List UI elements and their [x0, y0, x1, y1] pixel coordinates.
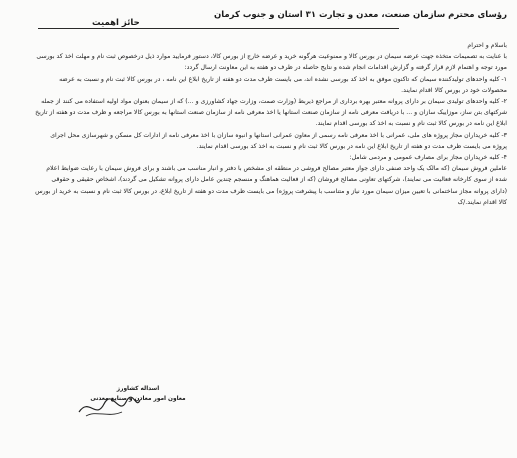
letter-body — [34, 40, 507, 208]
greeting: باسلام و احترام — [467, 42, 507, 49]
intro-paragraph: با عنایت به تصمیمات متخذه جهت عرضه سیمان در بورس کالا و ممنوعیت هرگونه خرید و عرضه خارج از بورس کالا، دستور فرمایید موارد ذیل درخصوص ثبت نام و مهلت اخذ کد بورسی مورد توجه و اهتمام لازم قرار گرفته و گزارش اقدامات انجام شده و نتایج حاصله در ظرف دو هفته به این معاونت ارسال گردد: — [36, 53, 507, 72]
signature-block — [78, 384, 198, 404]
item-2: ۲- کلیه واحدهای تولیدی سیمان بر دارای پروانه معتبر بهره برداری از مراجع ذیربط (وزارت صمت، وزارت جهاد کشاورزی و ...) که از سیمان بعنوان مواد اولیه استفاده می کنند از جمله شرکتهای بتن ساز، موزاییک سازان و ... با دریافت معرفی نامه از سازمان صنعت استانها یا اخذ معرفی نامه از سازمان صنعت استانها به بورس کالا مراجعه و ظرف مدت دو هفته از تاریخ ابلاغ این نامه در بورس کالا ثبت نام و نسبت به اخذ کد بورسی اقدام نمایند. — [35, 98, 507, 128]
header-divider — [38, 28, 399, 29]
recipient-heading: رؤسای محترم سازمان صنعت، معدن و تجارت ۳۱ استان و جنوب کرمان — [213, 10, 507, 20]
item-3: ۳- کلیه خریداران مجاز پروژه های ملی، عمرانی با اخذ معرفی نامه رسمی از معاون عمرانی استانها و انبوه سازان با اخذ معرفی نامه از ادارات کل مسکن و شهرسازی محل اجرای پروژه می بایست ظرف مدت دو هفته از تاریخ ابلاغ این نامه در بورس کالا ثبت نام و نسبت به اخذ کد بورسی اقدام نمایند. — [50, 131, 507, 150]
importance-label: حائز اهمیت — [92, 18, 140, 28]
item-4: ۴- کلیه خریداران مجاز برای مصارف عمومی و مردمی شامل: — [349, 154, 507, 162]
signatory-title: معاون امور معادن و صنایع معدنی — [90, 396, 186, 402]
item-4-details: عاملین فروش سیمان (که مالک یک واحد صنفی دارای جواز معتبر مصالح فروشی در منطقه ای مشخص با دفتر و انبار مناسب می باشند و برای فروش سیمان با رعایت ضوابط اعلام شده از سوی کارخانه فعالیت می نمایند)، شرکتهای تعاونی مصالح فروشان (که از فعالیت هماهنگ و منسجم چندین عامل دارای پروانه تشکیل می گردند)، اشخاص حقیقی و حقوقی (دارای پروانه مجاز ساختمانی با تعیین میزان سیمان مورد نیاز و متناسب با پیشرفت پروژه) می بایست ظرف مدت دو هفته از تاریخ ابلاغ، در بورس کالا ثبت نام و نسبت به خرید از بورس کالا اقدام نمایند./ک — [35, 165, 507, 206]
signatory-name: اسداله کشاورز — [116, 386, 160, 392]
item-1: ۱- کلیه واحدهای تولیدکننده سیمان که تاکنون موفق به اخذ کد بورسی نشده اند، می بایست ظرف مدت دو هفته از تاریخ ابلاغ این نامه ، در بورس کالا ثبت نام و نسبت به عرضه محصولات خود در بورس کالا اقدام نمایند. — [59, 75, 507, 94]
